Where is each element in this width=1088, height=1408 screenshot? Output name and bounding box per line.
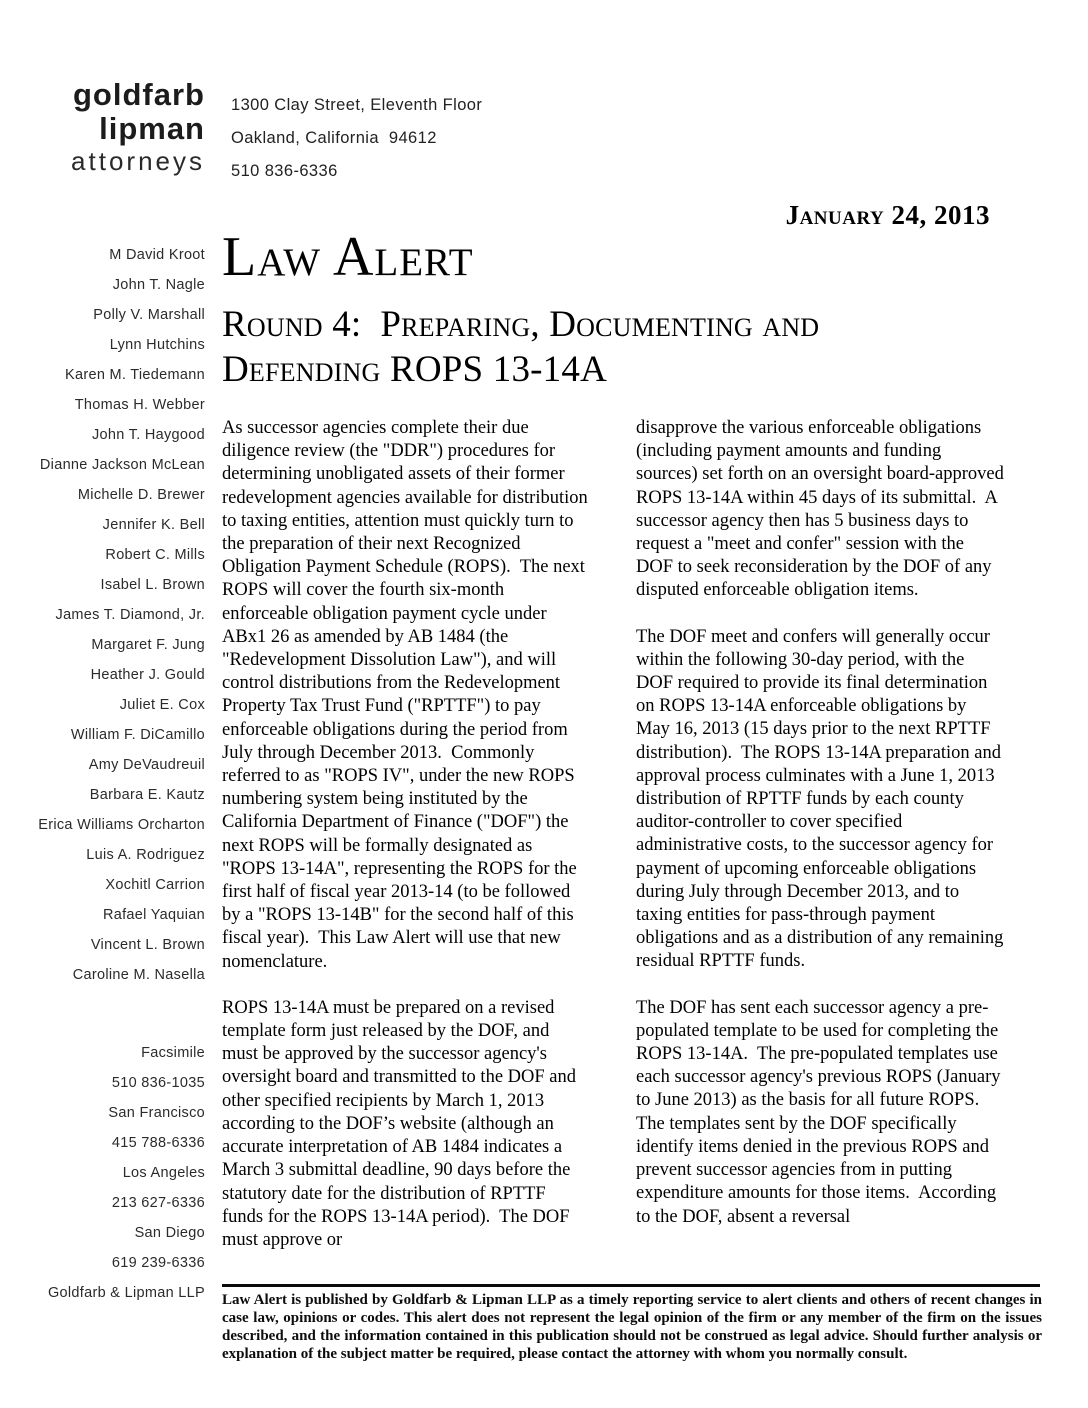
attorney-name: Dianne Jackson McLean (39, 457, 205, 473)
attorney-name: John T. Nagle (112, 277, 205, 293)
contact-line: 510 836-1035 (111, 1075, 205, 1091)
attorney-name: Xochitl Carrion (105, 877, 205, 893)
attorney-name: Heather J. Gould (90, 667, 205, 683)
body-paragraph: As successor agencies complete their due diligence review (the "DDR") procedures for determining unobligated assets of their former redevelopment agencies available for distribution to taxing entities, attention must quickly turn to the preparation of their next Recognized Obligation Payment Schedule (ROPS). The next ROPS will cover the fourth six-month enforceable obligation payment cycle under ABx1 26 as amended by AB 1484 (the "Redevelopment Dissolution Law"), and will control distributions from the Redevelopment Property Tax Trust Fund ("RPTTF") to pay enforceable obligations during the period from July through December 2013. Commonly referred to as "ROPS IV", under the new ROPS numbering system being instituted by the California Department of Finance ("DOF") the next ROPS will be formally designated as "ROPS 13-14A", representing the ROPS for the first half of fiscal year 2013-14 (to be followed by a "ROPS 13-14B" for the second half of this fiscal year). This Law Alert will use that new nomenclature. (222, 418, 588, 972)
footer-disclaimer: Law Alert is published by Goldfarb & Lipman LLP as a timely reporting service to alert clients and others of recent changes in case law, opinions or codes. This alert does not represent the legal opinion of the firm or any member of the firm on the issues described, and the information contained in this publication should not be construed as legal advice. Should further analysis or explanation of the subject matter be required, please contact the attorney with whom you normally consult. (222, 1292, 1042, 1362)
contact-line: Los Angeles (122, 1165, 205, 1181)
contact-line: San Diego (134, 1225, 205, 1241)
firm-name: Goldfarb & Lipman LLP (47, 1285, 205, 1301)
footer-rule (222, 1284, 1040, 1287)
logo-word-goldfarb: goldfarb (73, 77, 205, 112)
firm-logo (40, 78, 205, 177)
logo-word-lipman: lipman (99, 111, 205, 146)
issue-date: January 24, 2013 (785, 200, 990, 230)
contact-list (0, 1038, 205, 1278)
attorney-name: Margaret F. Jung (91, 637, 205, 653)
attorney-name: James T. Diamond, Jr. (55, 607, 205, 623)
body-paragraph: disapprove the various enforceable obligations (including payment amounts and funding sources) set forth on an oversight board-approved ROPS 13-14A within 45 days of its submittal. A successor agency then has 5 business days to request a "meet and confer" session with the DOF to seek reconsideration by the DOF of any disputed enforceable obligation items. (636, 418, 1004, 601)
attorney-name: Caroline M. Nasella (72, 967, 205, 983)
attorney-name: John T. Haygood (91, 427, 205, 443)
attorney-name: Robert C. Mills (105, 547, 205, 563)
attorney-name: Amy DeVaudreuil (88, 757, 205, 773)
attorney-name: Jennifer K. Bell (102, 517, 205, 533)
attorney-name: Juliet E. Cox (119, 697, 205, 713)
sidebar-contacts (0, 1038, 205, 1308)
contact-line: Facsimile (141, 1045, 205, 1061)
article-left-column (222, 417, 588, 1252)
article-right-column (636, 417, 1004, 1229)
body-paragraph: The DOF has sent each successor agency a pre-populated template to be used for completing the ROPS 13-14A. The pre-populated templates use each successor agency's previous ROPS (January to June 2013) as the basis for all future ROPS. The templates sent by the DOF specifically identify items denied in the previous ROPS and prevent successor agencies from in putting expenditure amounts for those items. According to the DOF, absent a reversal (636, 997, 1001, 1227)
logo-word-attorneys: attorneys (71, 146, 205, 176)
address-city: Oakland, California 94612 (231, 129, 437, 147)
contact-line: 213 627-6336 (111, 1195, 205, 1211)
attorney-name: Luis A. Rodriguez (86, 847, 205, 863)
address-phone: 510 836-6336 (231, 162, 338, 180)
page-title: Law Alert (222, 226, 474, 288)
attorney-name: Lynn Hutchins (109, 337, 205, 353)
firm-address (231, 89, 551, 188)
attorney-name: Erica Williams Orcharton (38, 817, 205, 833)
body-paragraph: ROPS 13-14A must be prepared on a revised template form just released by the DOF, and must be approved by the successor agency's oversight board and transmitted to the DOF and other specified recipients by March 1, 2013 according to the DOF’s website (although an accurate interpretation of AB 1484 indicates a March 3 submittal deadline, 90 days before the statutory date for the distribution of RPTTF funds for the ROPS 13-14A period). The DOF must approve or (222, 997, 577, 1250)
attorney-name: William F. DiCamillo (70, 727, 205, 743)
attorney-name: Isabel L. Brown (100, 577, 205, 593)
attorney-name: Karen M. Tiedemann (65, 367, 205, 383)
attorney-list (0, 240, 205, 990)
contact-line: 415 788-6336 (111, 1135, 205, 1151)
attorney-name: Barbara E. Kautz (89, 787, 205, 803)
body-paragraph: The DOF meet and confers will generally occur within the following 30-day period, with the DOF required to provide its final determination on ROPS 13-14A enforceable obligations by May 16, 2013 (15 days prior to the next RPTTF distribution). The ROPS 13-14A preparation and approval process culminates with a June 1, 2013 distribution of RPTTF funds by each county auditor-controller to cover specified administrative costs, to the successor agency for payment of upcoming enforceable obligations during July through December 2013, and to taxing entities for pass-through payment obligations and as a distribution of any remaining residual RPTTF funds. (636, 626, 1004, 972)
attorney-name: Thomas H. Webber (74, 397, 205, 413)
attorney-name: Rafael Yaquian (102, 907, 205, 923)
page-subtitle: Round 4: Preparing, Documenting and Defending ROPS 13-14A (222, 304, 820, 390)
attorney-name: Polly V. Marshall (93, 307, 205, 323)
address-street: 1300 Clay Street, Eleventh Floor (231, 96, 483, 114)
attorney-name: Michelle D. Brewer (77, 487, 205, 503)
contact-line: 619 239-6336 (111, 1255, 205, 1271)
attorney-name: Vincent L. Brown (90, 937, 205, 953)
contact-line: San Francisco (108, 1105, 205, 1121)
attorney-name: M David Kroot (109, 247, 205, 263)
